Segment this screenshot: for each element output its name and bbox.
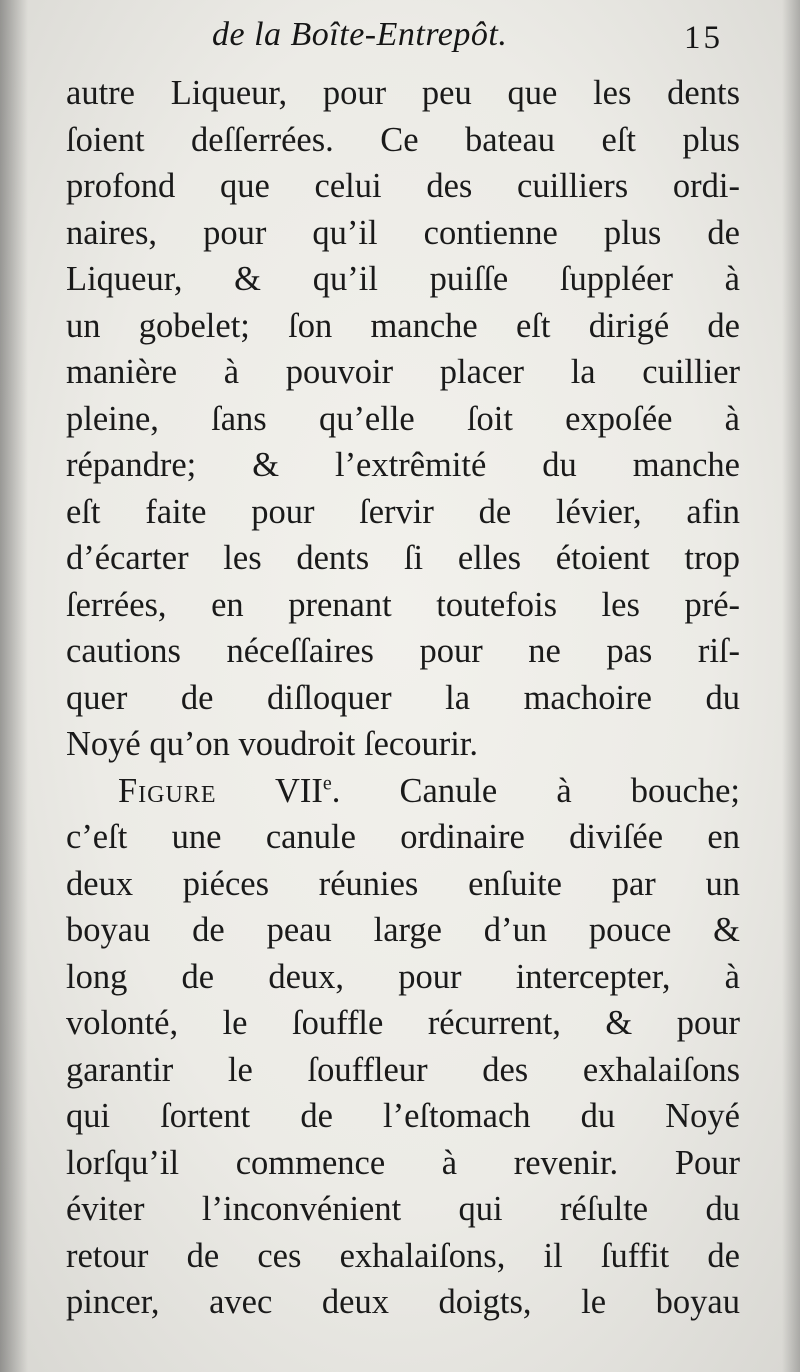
- text-line: boyau de peau large d’un pouce &: [66, 911, 740, 949]
- text-line: volonté, le ſouffle récurrent, & pour: [66, 1004, 740, 1042]
- text-line: éviter l’inconvénient qui réſulte du: [66, 1190, 740, 1228]
- text-line: retour de ces exhalaiſons, il ſuffit de: [66, 1236, 740, 1275]
- text-line: pleine, ſans qu’elle ſoit expoſée à: [66, 399, 740, 438]
- text-line: autre Liqueur, pour peu que les dents: [66, 74, 740, 112]
- text-line: Liqueur, & qu’il puiſſe ſuppléer à: [66, 260, 740, 298]
- text-line: lorſqu’il commence à revenir. Pour: [66, 1143, 740, 1182]
- text-line: d’écarter les dents ſi elles étoient trop: [66, 539, 740, 577]
- text-line: deux piéces réunies enſuite par un: [66, 864, 740, 903]
- text-line: ſoient deſſerrées. Ce bateau eſt plus: [66, 120, 740, 159]
- text-line: c’eſt une canule ordinaire diviſée en: [66, 818, 740, 856]
- text-line: un gobelet; ſon manche eſt dirigé de: [66, 306, 740, 345]
- figure-label: Figure: [118, 771, 217, 810]
- text-line: eſt faite pour ſervir de lévier, afin: [66, 492, 740, 531]
- text-line: long de deux, pour intercepter, à: [66, 957, 740, 996]
- text-line: naires, pour qu’il contienne plus de: [66, 213, 740, 252]
- figure-superscript: e: [322, 772, 332, 794]
- page-edge-shadow: [782, 0, 800, 1372]
- text-line: manière à pouvoir placer la cuillier: [66, 353, 740, 391]
- text-line: garantir le ſouffleur des exhalaiſons: [66, 1050, 740, 1089]
- text-line: répandre; & l’extrêmité du manche: [66, 446, 740, 484]
- running-title: de la Boîte-Entrepôt.: [212, 16, 508, 53]
- text-line: cautions néceſſaires pour ne pas riſ-: [66, 632, 740, 670]
- paragraph-end-line: Noyé qu’on voudroit ſecourir.: [66, 725, 478, 763]
- spine-shadow: [0, 0, 28, 1372]
- text-line: pincer, avec deux doigts, le boyau: [66, 1283, 740, 1321]
- page-header: [0, 12, 800, 60]
- text-line: profond que celui des cuilliers ordi-: [66, 167, 740, 205]
- body-text: [66, 70, 740, 1326]
- text-line: qui ſortent de l’eſtomach du Noyé: [66, 1097, 740, 1135]
- figure-number: VII: [275, 771, 323, 810]
- figure-heading-line: [66, 768, 740, 815]
- text-line: ſerrées, en prenant toutefois les pré-: [66, 585, 740, 624]
- text-line: quer de diſloquer la machoire du: [66, 678, 740, 717]
- page-number: 15: [684, 20, 723, 56]
- figure-line-rest: . Canule à bouche;: [331, 771, 740, 810]
